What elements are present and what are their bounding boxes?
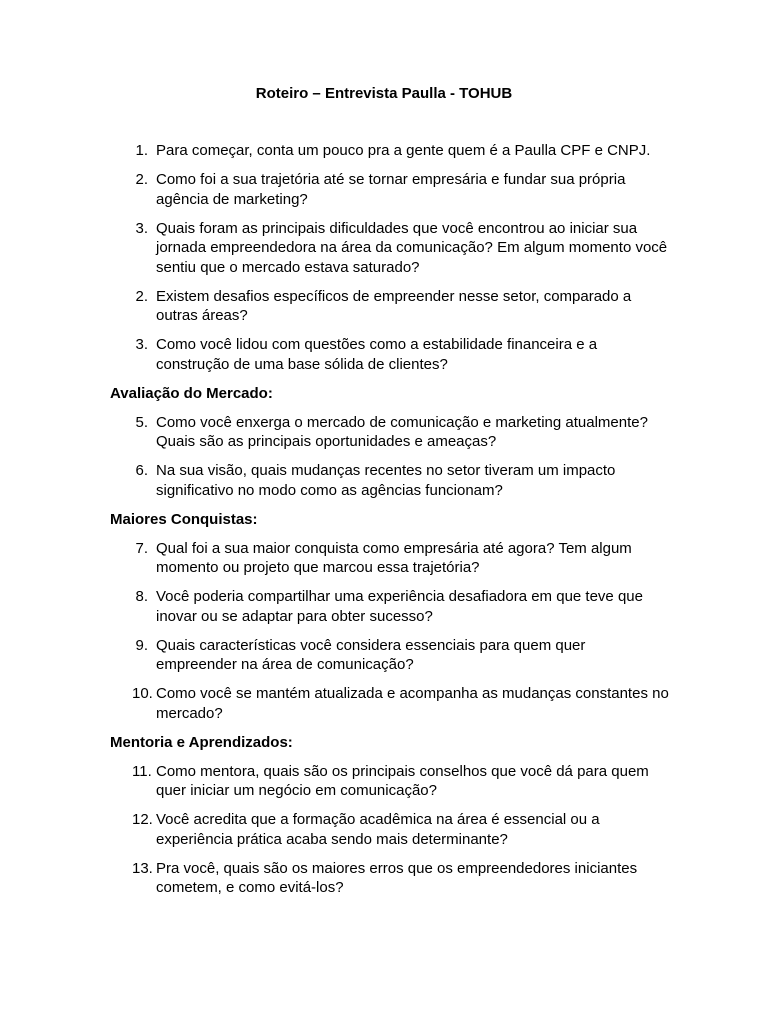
question-item (110, 684, 670, 723)
question-item (110, 636, 670, 675)
question-number: 8. (135, 588, 148, 605)
document-title: Roteiro – Entrevista Paulla - TOHUB (255, 85, 513, 102)
question-item (110, 170, 670, 209)
question-text: Na sua visão, quais mudanças recentes no setor tiveram um impacto significativo no modo como as agências funcionam? (156, 462, 616, 499)
question-text: Para começar, conta um pouco pra a gente quem é a Paulla CPF e CNPJ. (156, 142, 651, 159)
question-text: Você acredita que a formação acadêmica na área é essencial ou a experiência prática acaba sendo mais determinante? (156, 811, 600, 848)
question-number: 7. (135, 539, 148, 557)
question-number: 11. (132, 762, 152, 780)
question-text: Existem desafios específicos de empreender nesse setor, comparado a outras áreas? (156, 287, 632, 324)
question-item (110, 810, 670, 849)
question-item (110, 587, 670, 626)
question-number: 2. (135, 287, 148, 305)
question-number: 10. (132, 685, 153, 702)
question-text: Quais foram as principais dificuldades que você encontrou ao iniciar sua jornada empreendedora na área da comunicação? Em algum momento você sentiu que o mercado estava saturado? (156, 219, 668, 276)
question-text: Como foi a sua trajetória até se tornar empresária e fundar sua própria agência de marketing? (156, 171, 626, 208)
question-text: Quais características você considera essenciais para quem quer empreender na área de comunicação? (156, 636, 586, 673)
question-number: 6. (135, 462, 148, 479)
question-number: 1. (135, 142, 148, 159)
question-text: Como você se mantém atualizada e acompanha as mudanças constantes no mercado? (156, 685, 669, 722)
question-number: 13. (132, 859, 153, 877)
section-major-achievements (110, 510, 670, 724)
question-number: 3. (135, 219, 148, 237)
section-mentoring (110, 733, 670, 898)
question-number: 9. (135, 636, 148, 654)
question-text: Como mentora, quais são os principais conselhos que você dá para quem quer iniciar um negócio em comunicação? (156, 762, 649, 799)
question-number: 5. (135, 413, 148, 431)
section-market-evaluation (110, 384, 670, 501)
question-item (110, 859, 670, 898)
question-item (110, 762, 670, 801)
question-item (110, 287, 670, 326)
question-item (110, 335, 670, 374)
question-text: Você poderia compartilhar uma experiência desafiadora em que teve que inovar ou se adaptar para obter sucesso? (156, 588, 643, 625)
question-text: Como você lidou com questões como a estabilidade financeira e a construção de uma base sólida de clientes? (156, 336, 598, 373)
question-item (110, 219, 670, 278)
section-heading: Maiores Conquistas: (110, 510, 258, 528)
question-item (110, 461, 670, 500)
section-heading: Avaliação do Mercado: (110, 384, 273, 402)
question-text: Como você enxerga o mercado de comunicação e marketing atualmente? Quais são as principais oportunidades e ameaças? (156, 413, 648, 450)
question-number: 3. (135, 336, 148, 353)
question-text: Qual foi a sua maior conquista como empresária até agora? Tem algum momento ou projeto que marcou essa trajetória? (156, 539, 632, 576)
question-number: 12. (132, 811, 153, 828)
question-item (110, 413, 670, 452)
question-item (110, 539, 670, 578)
section-heading: Mentoria e Aprendizados: (110, 733, 293, 751)
question-number: 2. (135, 171, 148, 188)
document-body (110, 141, 670, 907)
question-text: Pra você, quais são os maiores erros que os empreendedores iniciantes cometem, e como evitá-los? (156, 859, 638, 896)
intro-question-list (110, 141, 670, 374)
question-item (110, 141, 670, 161)
